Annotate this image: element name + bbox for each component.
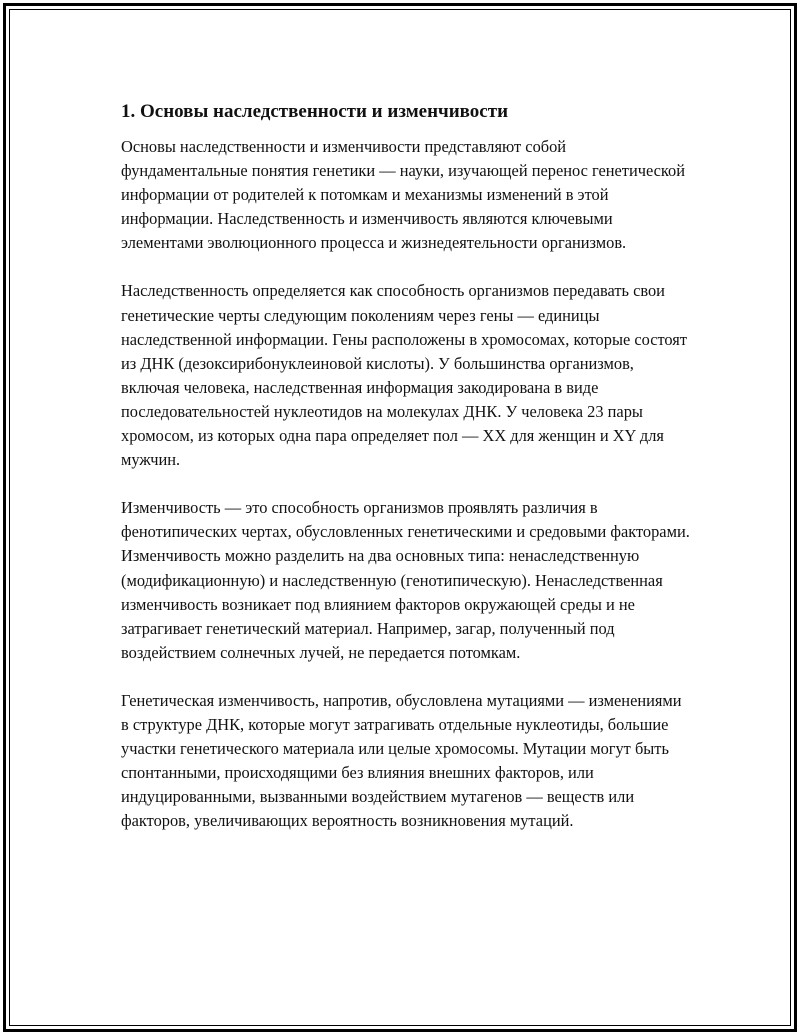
section-heading: 1. Основы наследственности и изменчивости	[121, 101, 509, 122]
paragraph-intro: Основы наследственности и изменчивости представляют собой фундаментальные понятия генетики — науки, изучающей перенос генетической информации от родителей к потомкам и механизмы изменений в этой информации. Наследственность и изменчивость являются ключевыми элементами эволюционного процесса и жизнедеятельности организмов.	[121, 137, 686, 253]
paragraph-heredity: Наследственность определяется как способность организмов передавать свои генетические черты следующим поколениям через гены — единицы наследственной информации. Гены расположены в хромосомах, которые состоят из ДНК (дезоксирибонуклеиновой кислоты). У большинства организмов, включая человека, наследственная информация закодирована в виде последовательностей нуклеотидов на молекулах ДНК. У человека 23 пары хромосом, из которых одна пара определяет пол — XX для женщин и XY для мужчин.	[121, 281, 688, 470]
paragraph-genetic-variability: Генетическая изменчивость, напротив, обусловлена мутациями — изменениями в структуре ДНК, которые могут затрагивать отдельные нуклеотиды, большие участки генетического материала или целые хромосомы. Мутации могут быть спонтанными, происходящими без влияния внешних факторов, или индуцированными, вызванными воздействием мутагенов — веществ или факторов, увеличивающих вероятность возникновения мутаций.	[121, 690, 682, 831]
paragraph-variability: Изменчивость — это способность организмов проявлять различия в фенотипических чертах, обусловленных генетическими и средовыми факторами. Изменчивость можно разделить на два основных типа: ненаследственную (модификационную) и наследственную (генотипическую). Ненаследственная изменчивость возникает под влиянием факторов окружающей среды и не затрагивает генетический материал. Например, загар, полученный под воздействием солнечных лучей, не передается потомкам.	[121, 498, 690, 662]
page-frame	[3, 3, 797, 1032]
document-body	[121, 100, 691, 857]
